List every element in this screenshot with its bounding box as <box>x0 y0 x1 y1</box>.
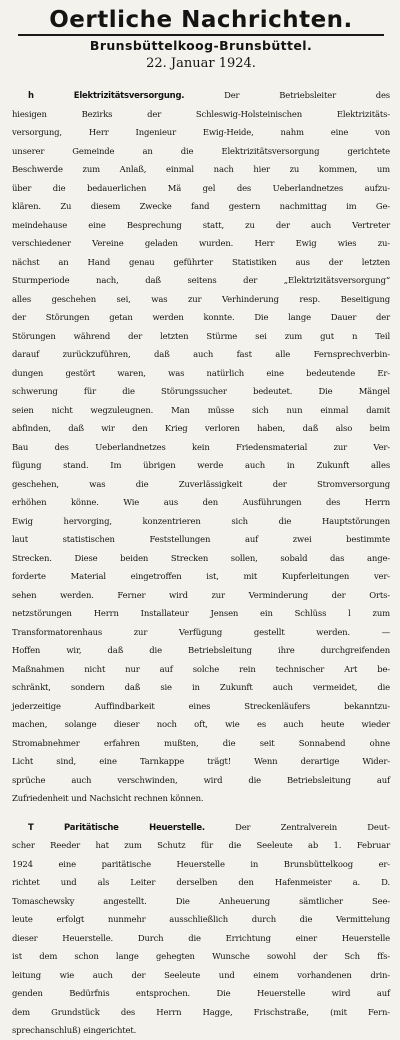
text-line: Ewig hervorging, konzentrieren sich die Hauptstörungen <box>12 515 390 526</box>
section-title: Oertliche Nachrichten. <box>49 7 353 33</box>
text-line: Transformatorenhaus zur Verfügung gestellt werden. — <box>12 626 390 637</box>
text-line: alles geschehen sei, was zur Verhinderung resp. Beseitigung <box>12 293 390 304</box>
text-line: erhöhen könne. Wie aus den Ausführungen des Herrn <box>12 497 390 507</box>
text-line: Maßnahmen nicht nur auf solche rein technischer Art be- <box>12 663 390 674</box>
text-line: jederzeitige Auffindbarkeit eines Streckenläufers bekanntzu- <box>12 700 390 711</box>
text-line: Licht sind, eine Tarnkappe trägt! Wenn derartige Wider- <box>12 756 390 766</box>
article-heading: T Paritätische Heuerstelle. <box>28 821 205 832</box>
text-line: meindehause eine Besprechung statt, zu der auch Vertreter <box>12 219 390 230</box>
article-first-line-text: Der Zentralverein Deut- <box>235 821 390 832</box>
article-first-line-text: Der Betriebsleiter des <box>224 90 390 100</box>
text-line: Stromabnehmer erfahren mußten, die seit Sonnabend ohne <box>12 737 390 748</box>
text-line: forderte Material eingetroffen ist, mit Kupferleitungen ver- <box>12 571 390 581</box>
article-first-line <box>12 818 390 837</box>
text-line: fügung stand. Im übrigen werde auch in Zukunft alles <box>12 460 390 470</box>
article <box>12 818 390 1040</box>
text-line: scher Reeder hat zum Schutz für die Seeleute ab 1. Februar <box>12 840 390 850</box>
text-line: sehen werden. Ferner wird zur Verminderung der Orts- <box>12 589 390 600</box>
text-line: geschehen, was die Zuverlässigkeit der Stromversorgung <box>12 478 390 489</box>
text-line: Zufriedenheit und Nachsicht rechnen können. <box>12 793 204 803</box>
article <box>12 86 390 808</box>
text-line: verschiedener Vereine geladen wurden. Herr Ewig wies zu- <box>12 238 390 248</box>
text-line: netzstörungen Herrn Installateur Jensen ein Schlüss l zum <box>12 608 390 618</box>
text-line: Hoffen wir, daß die Betriebsleitung ihre durchgreifenden <box>12 645 390 655</box>
text-line: über die bedauerlichen Mä gel des Ueberlandnetzes aufzu- <box>12 182 390 193</box>
text-line: Bau des Ueberlandnetzes kein Friedensmaterial zur Ver- <box>12 441 390 452</box>
text-line: seien nicht wegzuleugnen. Man müsse sich nun einmal damit <box>12 404 390 415</box>
text-line: dieser Heuerstelle. Durch die Errichtung einer Heuerstelle <box>12 932 390 943</box>
text-line: Beschwerde zum Anlaß, einmal nach hier zu kommen, um <box>12 164 390 174</box>
text-line: sprüche auch verschwinden, wird die Betriebsleitung auf <box>12 774 390 785</box>
article-first-line <box>12 86 390 105</box>
text-line: sprechanschluß) eingerichtet. <box>12 1025 137 1035</box>
text-line: richtet und als Leiter derselben den Hafenmeister a. D. <box>12 877 390 887</box>
text-line: dem Grundstück des Herrn Hagge, Frischstraße, (mit Fern- <box>12 1006 390 1017</box>
text-line: hiesigen Bezirks der Schleswig-Holsteinischen Elektrizitäts- <box>12 108 390 119</box>
date-line: 22. Januar 1924. <box>146 56 256 71</box>
place-line: Brunsbüttelkoog-Brunsbüttel. <box>89 38 313 53</box>
text-line: darauf zurückzuführen, daß auch fast alle Fernsprechverbin- <box>12 349 390 359</box>
text-line: der Störungen getan werden konnte. Die lange Dauer der <box>12 312 390 322</box>
text-line: 1924 eine paritätische Heuerstelle in Brunsbüttelkoog er- <box>12 858 390 869</box>
title-rule <box>18 34 384 36</box>
text-line: schwerung für die Störungssucher bedeutet. Die Mängel <box>12 386 390 396</box>
text-line: leitung wie auch der Seeleute und einem vorhandenen drin- <box>12 969 390 980</box>
text-line: laut statistischen Feststellungen auf zwei bestimmte <box>12 534 390 544</box>
text-line: klären. Zu diesem Zwecke fand gestern nachmittag im Ge- <box>12 201 390 211</box>
masthead <box>12 6 390 72</box>
text-line: Tomaschewsky angestellt. Die Anheuerung sämtlicher See- <box>12 895 390 906</box>
article-heading: h Elektrizitätsversorgung. <box>28 90 185 100</box>
text-line: nächst an Hand genau geführter Statistiken aus der letzten <box>12 256 390 267</box>
text-line: unserer Gemeinde an die Elektrizitätsversorgung gerichtete <box>12 145 390 156</box>
text-line: dungen gestört waren, was natürlich eine bedeutende Er- <box>12 367 390 378</box>
text-line: versorgung, Herr Ingenieur Ewig-Heide, nahm eine von <box>12 127 390 137</box>
text-line: ist dem schon lange gehegten Wunsche sowohl der Sch ffs- <box>12 951 390 961</box>
text-line: genden Bedürfnis entsprochen. Die Heuerstelle wird auf <box>12 988 390 998</box>
text-line: leute erfolgt nunmehr ausschließlich durch die Vermittelung <box>12 914 390 924</box>
text-line: schränkt, sondern daß sie in Zukunft auch vermeidet, die <box>12 682 390 692</box>
text-line: Strecken. Diese beiden Strecken sollen, sobald das ange- <box>12 552 390 563</box>
text-line: Sturmperiode nach, daß seitens der „Elektrizitätsversorgung“ <box>12 275 390 285</box>
articles <box>12 86 390 1040</box>
text-line: abfinden, daß wir den Krieg verloren haben, daß also beim <box>12 423 390 433</box>
text-line: Störungen während der letzten Stürme sei zum gut n Teil <box>12 330 390 341</box>
text-line: machen, solange dieser noch oft, wie es auch heute wieder <box>12 719 390 729</box>
